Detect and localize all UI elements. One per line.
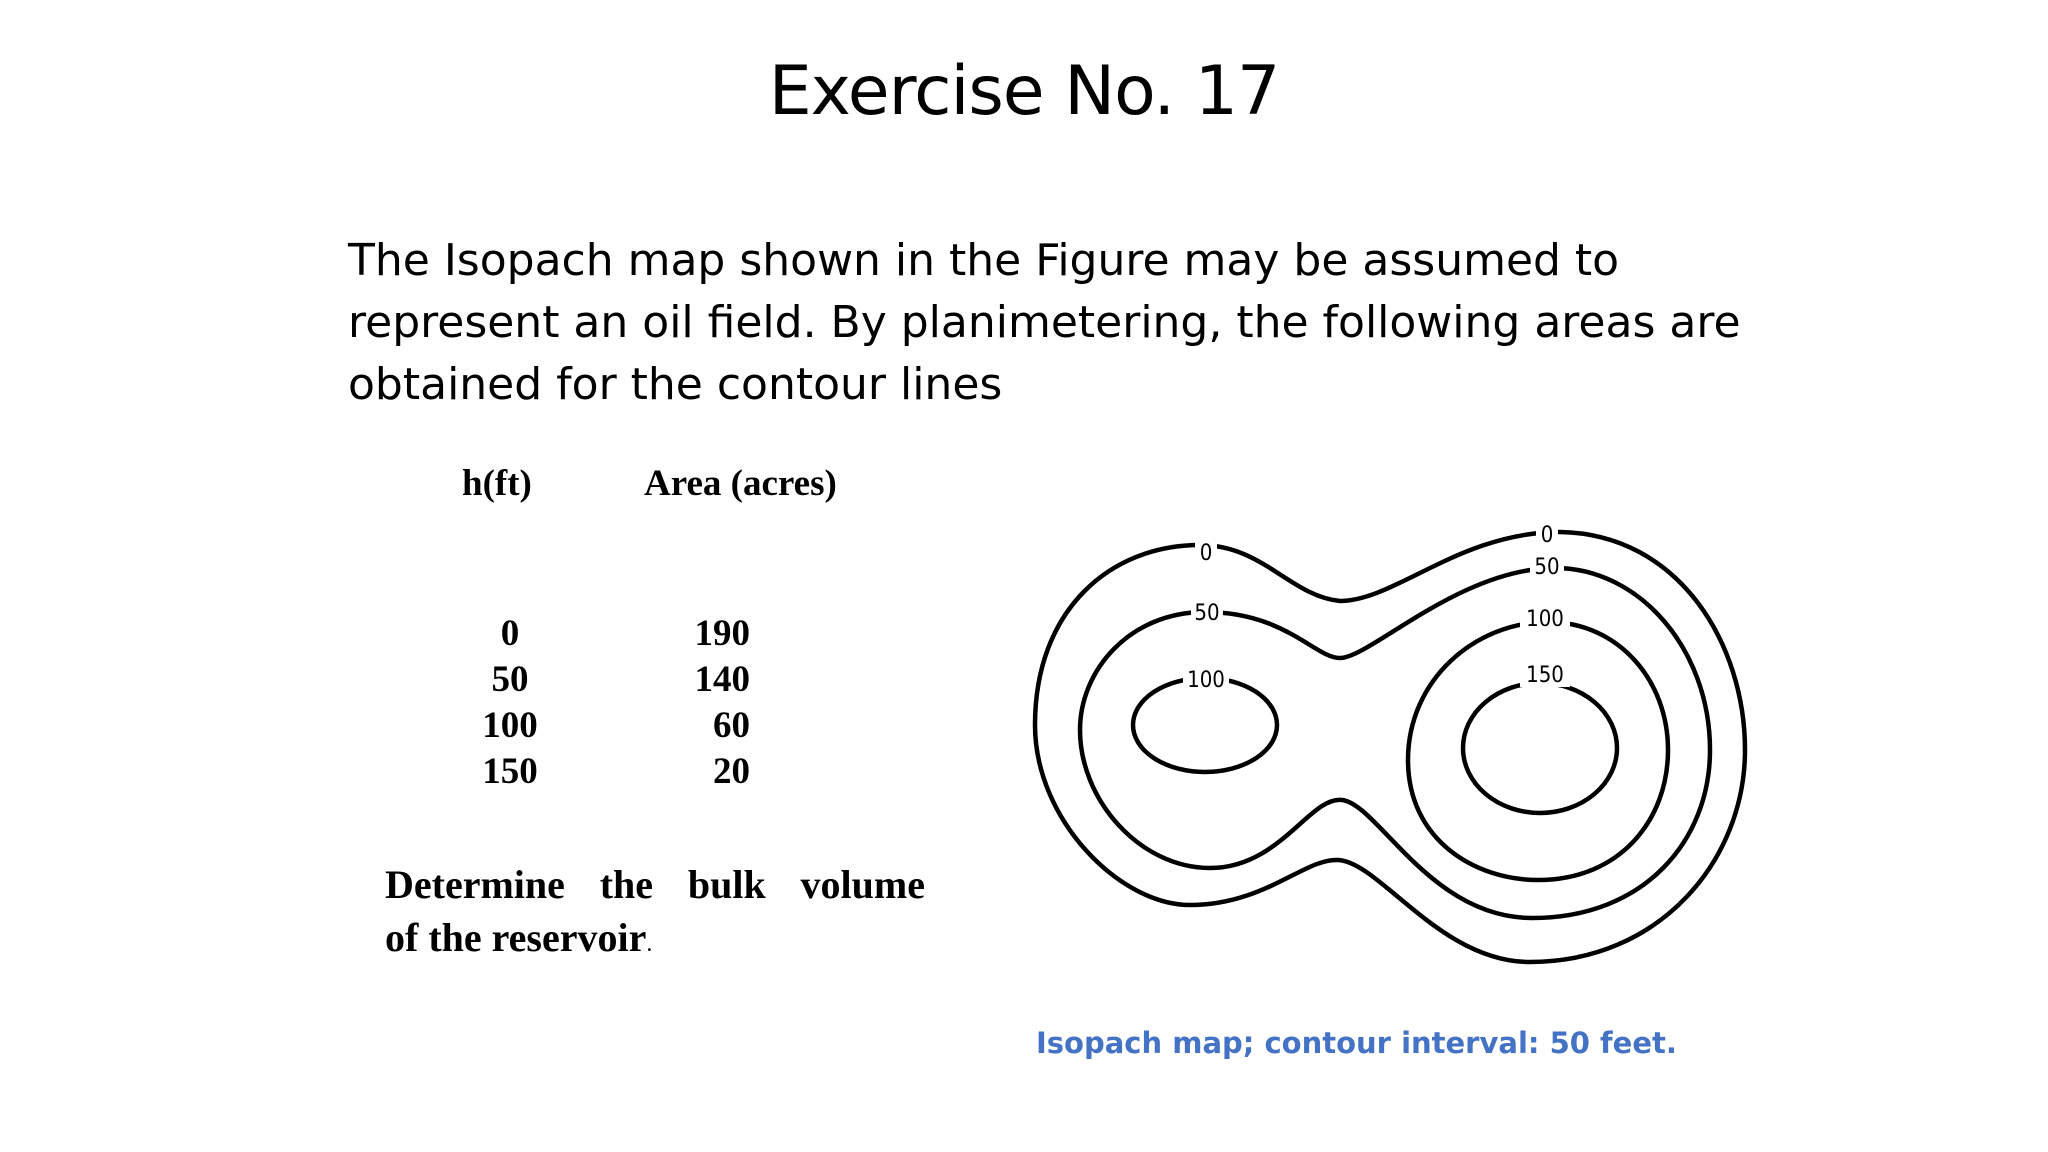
cell-thickness: 100 (482, 705, 538, 746)
contour-label: 0 (1540, 523, 1554, 548)
contour-label: 100 (1526, 607, 1564, 632)
table-row (430, 612, 910, 658)
map-caption: Isopach map; contour interval: 50 feet. (1036, 1026, 1677, 1060)
task-line-1 (385, 858, 925, 911)
contour-label: 50 (1534, 555, 1560, 580)
cell-thickness: 150 (482, 751, 538, 792)
task-line-2 (385, 911, 925, 971)
table-row (430, 750, 910, 796)
contour-label: 50 (1194, 601, 1220, 626)
table-row (430, 704, 910, 750)
intro-paragraph (348, 230, 1748, 416)
slide-title: Exercise No. 17 (768, 52, 1280, 131)
table-row (430, 658, 910, 704)
isopach-map-figure (1020, 500, 1760, 980)
task-question (385, 858, 925, 971)
cell-area: 140 (694, 659, 750, 700)
cell-thickness: 50 (491, 659, 529, 700)
isopach-map (1020, 500, 1760, 980)
cell-area: 60 (713, 705, 750, 746)
contour-label: 0 (1199, 541, 1213, 566)
cell-thickness: 0 (500, 613, 520, 654)
contour-label: 100 (1187, 668, 1225, 693)
cell-area: 20 (713, 751, 750, 792)
header-thickness: h(ft) (462, 463, 532, 504)
task-word: bulk (687, 862, 766, 907)
task-line-2-period: . (646, 931, 653, 957)
contour-100-right (1408, 622, 1668, 880)
task-line-2-text: of the reservoir (385, 915, 647, 960)
task-word: volume (800, 862, 925, 907)
task-word: the (599, 862, 654, 907)
intro-line: represent an oil field. By planimetering, the following areas are (348, 297, 1741, 348)
header-area: Area (acres) (644, 463, 837, 504)
intro-line: obtained for the contour lines (348, 359, 1003, 410)
task-word: Determine (385, 862, 565, 907)
contour-150-right (1463, 683, 1617, 813)
cell-area: 190 (694, 613, 750, 654)
contour-label: 150 (1526, 663, 1564, 688)
intro-line: The Isopach map shown in the Figure may be assumed to (348, 235, 1620, 286)
